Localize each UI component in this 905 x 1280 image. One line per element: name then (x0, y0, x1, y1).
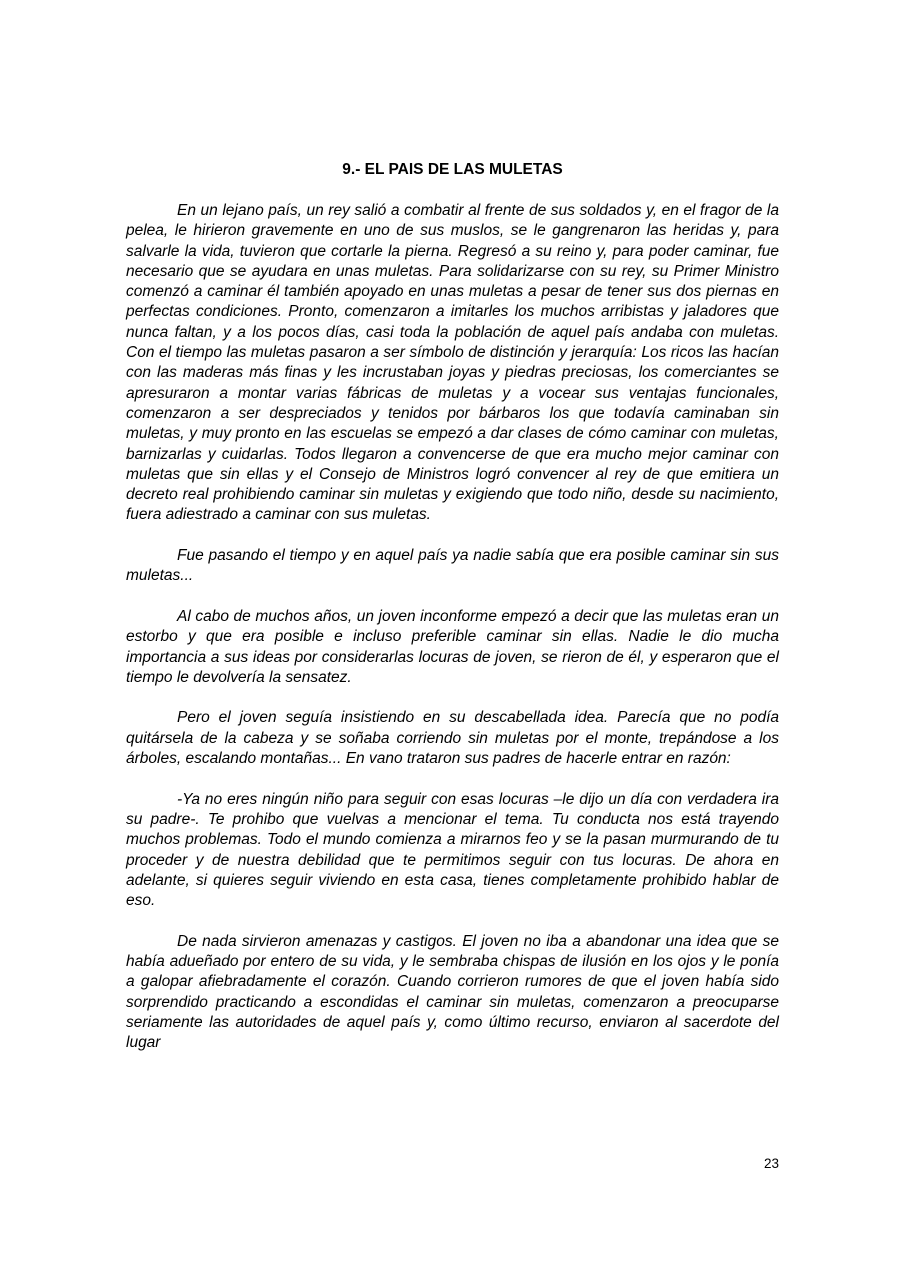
paragraph-3: Al cabo de muchos años, un joven inconforme empezó a decir que las muletas eran un estorbo y que era posible e incluso preferible caminar sin ellas. Nadie le dio mucha importancia a sus ideas por considerarlas locuras de joven, se rieron de él, y esperaron que el tiempo le devolvería la sensatez. (126, 607, 779, 686)
paragraph-5: -Ya no eres ningún niño para seguir con esas locuras –le dijo un día con verdadera ira su padre-. Te prohibo que vuelvas a mencionar el tema. Tu conducta nos está trayendo muchos problemas. Todo el mundo comienza a mirarnos feo y se la pasan murmurando de tu proceder y de nuestra debilidad que te permitimos seguir con tus locuras. De ahora en adelante, si quieres seguir viviendo en esta casa, tienes completamente prohibido hablar de eso. (126, 790, 779, 910)
paragraph-2: Fue pasando el tiempo y en aquel país ya nadie sabía que era posible caminar sin sus muletas... (126, 547, 779, 585)
paragraph-6: De nada sirvieron amenazas y castigos. El joven no iba a abandonar una idea que se había adueñado por entero de su vida, y le sembraba chispas de ilusión en los ojos y le ponía a galopar afiebradamente el corazón. Cuando corrieron rumores de que el joven había sido sorprendido practicando a escondidas el caminar sin muletas, comenzaron a preocuparse seriamente las autoridades de aquel país y, como último recurso, enviaron al sacerdote del lugar (126, 932, 779, 1052)
page-number: 23 (763, 1156, 779, 1171)
paragraph-1: En un lejano país, un rey salió a combatir al frente de sus soldados y, en el fragor de la pelea, le hirieron gravemente en uno de sus muslos, se le gangrenaron las heridas y, para salvarle la vida, tuvieron que cortarle la pierna. Regresó a su reino y, para poder caminar, fue necesario que se ayudara en unas muletas. Para solidarizarse con su rey, su Primer Ministro comenzó a caminar él también apoyado en unas muletas a pesar de tener sus dos piernas en perfectas condiciones. Pronto, comenzaron a imitarles los muchos arribistas y jaladores que nunca faltan, y a los pocos días, casi toda la población de aquel país andaba con muletas. Con el tiempo las muletas pasaron a ser símbolo de distinción y jerarquía: Los ricos las hacían con las maderas más finas y les incrustaban joyas y piedras preciosas, los comerciantes se apresuraron a montar varias fábricas de muletas y a vocear sus ventajas funcionales, comenzaron a ser despreciados y tenidos por bárbaros los que todavía caminaban sin muletas, y muy pronto en las escuelas se empezó a dar clases de cómo caminar con muletas, barnizarlas y cuidarlas. Todos llegaron a convencerse de que era mucho mejor caminar con muletas que sin ellas y el Consejo de Ministros logró convencer al rey de que emitiera un decreto real prohibiendo caminar sin muletas y exigiendo que todo niño, desde su nacimiento, fuera adiestrado a caminar con sus muletas. (126, 202, 779, 524)
paragraph-4: Pero el joven seguía insistiendo en su descabellada idea. Parecía que no podía quitársela de la cabeza y se soñaba corriendo sin muletas por el monte, trepándose a los árboles, escalando montañas... En vano trataron sus padres de hacerle entrar en razón: (126, 709, 779, 768)
chapter-title: 9.- EL PAIS DE LAS MULETAS (342, 161, 563, 178)
story-body (126, 201, 779, 1074)
